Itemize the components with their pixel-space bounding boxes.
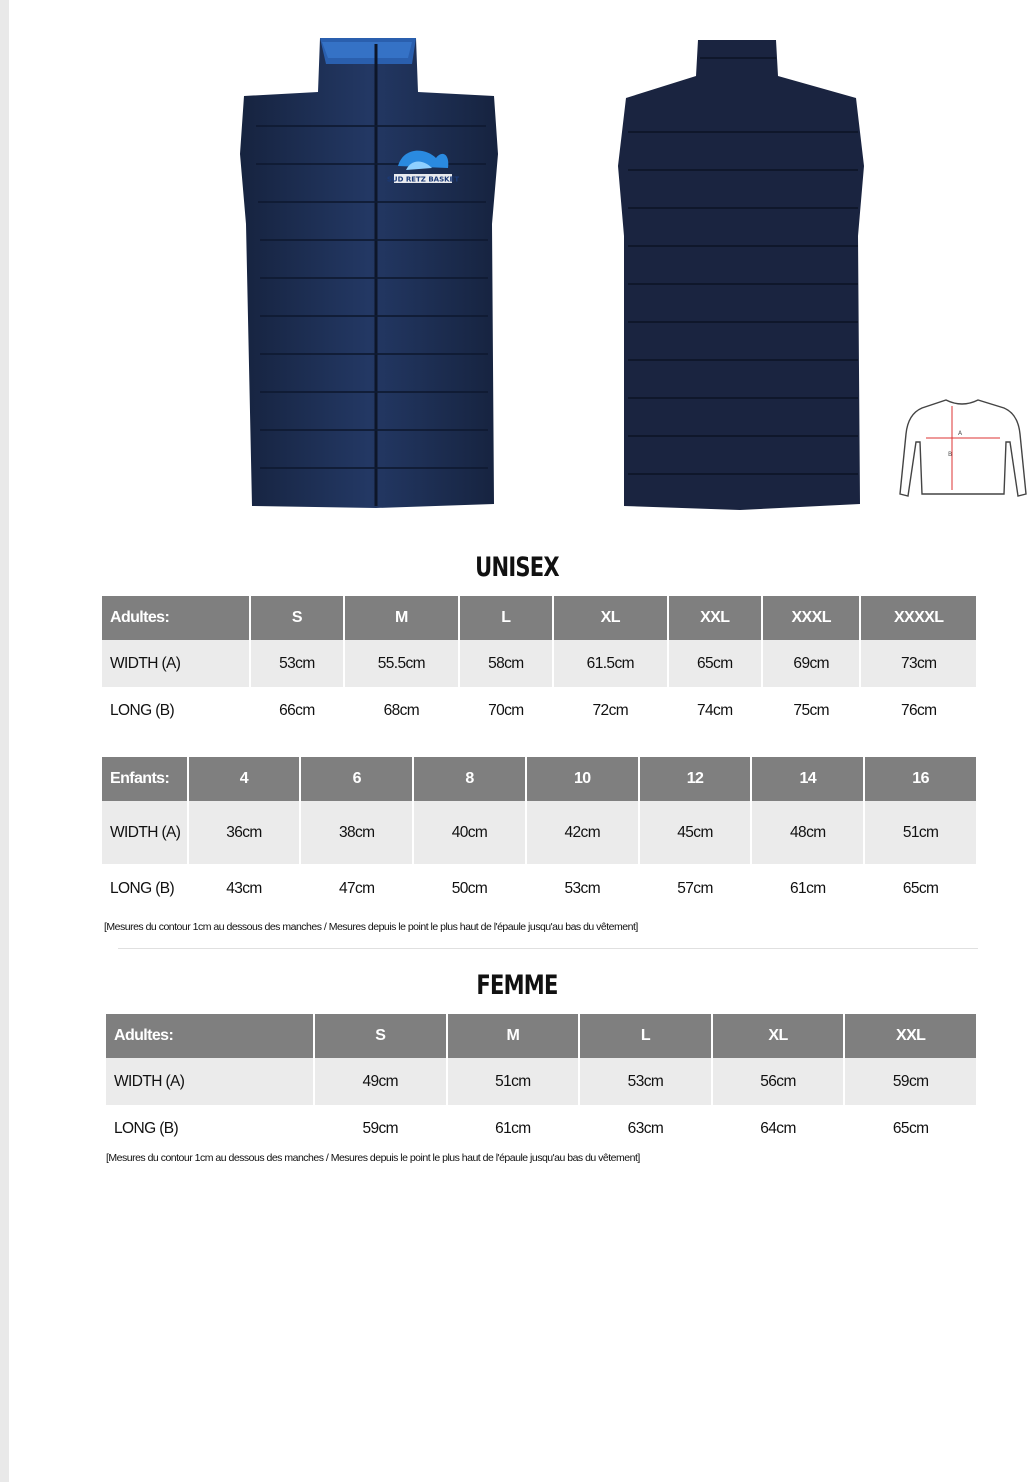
table-cell: 58cm [460,640,552,687]
table-header-row [102,757,976,801]
header-cell: L [580,1014,711,1058]
table-cell: 65cm [865,864,976,914]
unisex-title: UNISEX [475,552,559,583]
table-cell: 40cm [414,801,525,864]
table-cell: 68cm [345,687,458,734]
table-cell: 43cm [189,864,300,914]
table-cell: 65cm [669,640,761,687]
table-cell: 56cm [713,1058,844,1105]
table-row [102,801,976,864]
table-row [102,640,976,687]
table-cell: 51cm [865,801,976,864]
header-cell: XXL [845,1014,976,1058]
table-cell: 59cm [845,1058,976,1105]
table-row [102,687,976,734]
table-cell: 55.5cm [345,640,458,687]
header-cell: 16 [865,757,976,801]
row-label: LONG (B) [102,864,187,914]
table-cell: 72cm [554,687,667,734]
header-cell: 6 [301,757,412,801]
table-cell: 61cm [752,864,863,914]
row-label: WIDTH (A) [102,640,249,687]
table-row [106,1105,976,1152]
unisex-measure-note: [Mesures du contour 1cm au dessous des manches / Mesures depuis le point le plus haut de l'épaule jusqu'au bas du vêtement] [104,921,638,933]
table-cell: 48cm [752,801,863,864]
table-row [106,1058,976,1105]
row-label: LONG (B) [106,1105,313,1152]
header-cell: XXXXL [861,596,976,640]
logo-text: SUD RETZ BASKET [386,175,460,184]
table-cell: 53cm [580,1058,711,1105]
table-cell: 64cm [713,1105,844,1152]
table-cell: 75cm [763,687,859,734]
table-cell: 61.5cm [554,640,667,687]
vest-back-icon [610,36,872,514]
row-label: LONG (B) [102,687,249,734]
header-cell: 10 [527,757,638,801]
femme-measure-note: [Mesures du contour 1cm au dessous des manches / Mesures depuis le point le plus haut de l'épaule jusqu'au bas du vêtement] [106,1152,640,1164]
header-cell: XL [713,1014,844,1058]
diagram-label-b: B [948,451,953,458]
unisex-kids-table [100,757,978,914]
header-cell: XXL [669,596,761,640]
table-cell: 57cm [640,864,751,914]
table-cell: 74cm [669,687,761,734]
header-cell: L [460,596,552,640]
header-cell: M [345,596,458,640]
header-cell: 4 [189,757,300,801]
table-cell: 73cm [861,640,976,687]
header-cell: Adultes: [106,1014,313,1058]
table-header-row [102,596,976,640]
femme-adults-table [104,1014,978,1152]
table-cell: 38cm [301,801,412,864]
table-cell: 50cm [414,864,525,914]
table-cell: 70cm [460,687,552,734]
table-cell: 63cm [580,1105,711,1152]
table-cell: 76cm [861,687,976,734]
row-label: WIDTH (A) [102,801,187,864]
section-divider [118,948,978,949]
table-cell: 66cm [251,687,343,734]
table-cell: 65cm [845,1105,976,1152]
sweater-measure-diagram-icon [896,394,1028,502]
row-label: WIDTH (A) [106,1058,313,1105]
unisex-adults-table [100,596,978,734]
page-edge [0,0,9,1482]
header-cell: S [251,596,343,640]
table-cell: 53cm [251,640,343,687]
table-cell: 36cm [189,801,300,864]
vest-front-icon [236,34,502,510]
header-cell: 14 [752,757,863,801]
table-cell: 53cm [527,864,638,914]
header-cell: XXXL [763,596,859,640]
header-cell: XL [554,596,667,640]
header-cell: 12 [640,757,751,801]
table-cell: 61cm [448,1105,579,1152]
header-cell: S [315,1014,446,1058]
diagram-label-a: A [958,430,963,437]
header-cell: Enfants: [102,757,187,801]
table-header-row [106,1014,976,1058]
table-cell: 49cm [315,1058,446,1105]
table-cell: 45cm [640,801,751,864]
header-cell: 8 [414,757,525,801]
table-row [102,864,976,914]
table-cell: 51cm [448,1058,579,1105]
table-cell: 42cm [527,801,638,864]
femme-title: FEMME [476,970,558,1001]
table-cell: 47cm [301,864,412,914]
table-cell: 69cm [763,640,859,687]
table-cell: 59cm [315,1105,446,1152]
header-cell: M [448,1014,579,1058]
header-cell: Adultes: [102,596,249,640]
